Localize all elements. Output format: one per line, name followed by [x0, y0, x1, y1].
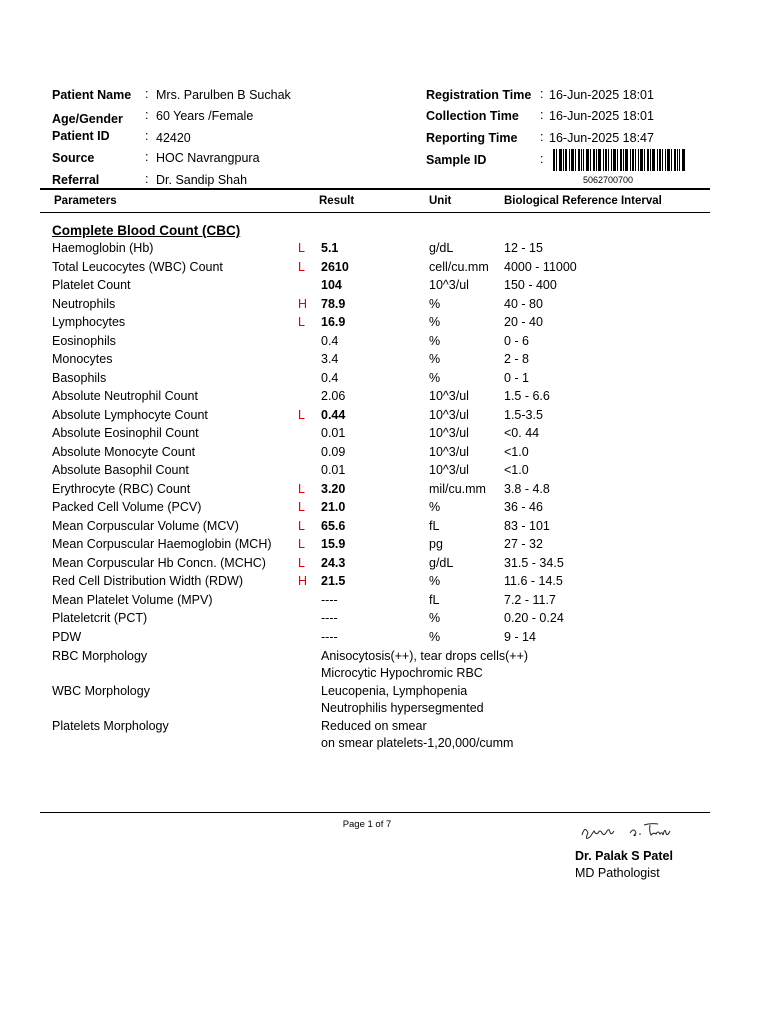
result-value: 104	[321, 278, 342, 292]
unit-value: %	[429, 296, 441, 311]
col-header-parameters: Parameters	[54, 195, 117, 207]
flag-indicator: H	[298, 574, 308, 588]
unit-value: 10^3/ul	[429, 407, 469, 422]
flag-indicator: L	[298, 481, 305, 496]
unit-value: 10^3/ul	[429, 278, 469, 292]
col-header-result: Result	[319, 195, 355, 207]
age-gender-value: 60 Years /Female	[156, 109, 254, 123]
result-value: 65.6	[321, 518, 346, 533]
reference-interval: 27 - 32	[504, 537, 543, 551]
table-row	[0, 463, 768, 481]
flag-indicator: L	[298, 518, 305, 533]
parameter-name: Mean Platelet Volume (MPV)	[52, 592, 213, 607]
reference-interval: <0. 44	[504, 426, 540, 440]
table-row	[0, 260, 768, 278]
morphology-finding: Microcytic Hypochromic RBC	[321, 666, 483, 680]
result-value: 0.44	[321, 407, 346, 422]
table-row	[0, 500, 768, 518]
age-gender-label: Age/Gender	[52, 112, 123, 126]
result-value: 21.0	[321, 500, 346, 514]
table-row	[0, 241, 768, 259]
parameter-name: Monocytes	[52, 352, 113, 366]
table-row	[0, 297, 768, 315]
parameter-name: Erythrocyte (RBC) Count	[52, 481, 191, 496]
parameter-name: Red Cell Distribution Width (RDW)	[52, 574, 244, 588]
result-value: 5.1	[321, 241, 339, 255]
table-row	[0, 278, 768, 296]
patient-name-label: Patient Name	[52, 88, 132, 102]
col-header-reference: Biological Reference Interval	[504, 195, 662, 207]
colon: :	[145, 129, 149, 143]
reference-interval: 40 - 80	[504, 296, 543, 311]
parameter-name: Mean Corpuscular Haemoglobin (MCH)	[52, 537, 272, 551]
result-value: 3.4	[321, 352, 339, 366]
morphology-finding: Neutrophilis hypersegmented	[321, 701, 484, 715]
result-value: 0.4	[321, 333, 339, 348]
result-value: 24.3	[321, 555, 346, 570]
parameter-name: Absolute Basophil Count	[52, 463, 189, 477]
colon: :	[540, 152, 544, 166]
section-title: Complete Blood Count (CBC)	[52, 223, 241, 238]
parameter-name: PDW	[52, 629, 82, 644]
unit-value: fL	[429, 592, 440, 607]
flag-indicator: L	[298, 500, 305, 514]
reference-interval: 83 - 101	[504, 518, 550, 533]
table-row	[0, 593, 768, 611]
result-value: 0.09	[321, 444, 346, 459]
patient-id-label: Patient ID	[52, 129, 110, 143]
table-row	[0, 611, 768, 629]
referral-value: Dr. Sandip Shah	[156, 173, 248, 187]
registration-time-label: Registration Time	[426, 88, 532, 102]
morphology-finding: Anisocytosis(++), tear drops cells(++)	[321, 649, 529, 663]
unit-value: %	[429, 629, 441, 644]
unit-value: 10^3/ul	[429, 463, 469, 477]
table-row	[0, 315, 768, 333]
flag-indicator: H	[298, 296, 308, 311]
sample-id-label: Sample ID	[426, 153, 487, 167]
result-value: 3.20	[321, 481, 346, 496]
reference-interval: 20 - 40	[504, 315, 543, 329]
referral-label: Referral	[52, 173, 100, 187]
table-row	[0, 519, 768, 537]
parameter-name: Platelet Count	[52, 278, 131, 292]
flag-indicator: L	[298, 555, 305, 570]
result-value: 21.5	[321, 574, 346, 588]
colon: :	[145, 172, 149, 186]
colon: :	[540, 108, 544, 122]
flag-indicator: L	[298, 241, 305, 255]
result-value: 78.9	[321, 296, 346, 311]
header-rule-top	[40, 188, 710, 190]
morphology-finding: on smear platelets-1,20,000/cumm	[321, 736, 514, 750]
sample-barcode	[553, 149, 685, 171]
unit-value: g/dL	[429, 555, 454, 570]
result-value: ----	[321, 611, 338, 625]
table-row	[0, 630, 768, 648]
flag-indicator: L	[298, 259, 305, 274]
reference-interval: 11.6 - 14.5	[504, 574, 563, 588]
reference-interval: 0 - 1	[504, 370, 530, 385]
collection-time-value: 16-Jun-2025 18:01	[549, 109, 654, 123]
unit-value: fL	[429, 518, 440, 533]
morphology-parameter: Platelets Morphology	[52, 719, 169, 733]
unit-value: 10^3/ul	[429, 389, 469, 403]
result-value: 0.4	[321, 370, 339, 385]
morphology-finding: Leucopenia, Lymphopenia	[321, 684, 468, 698]
parameter-name: Plateletcrit (PCT)	[52, 611, 148, 625]
unit-value: g/dL	[429, 241, 454, 255]
table-row	[0, 556, 768, 574]
morphology-parameter: RBC Morphology	[52, 649, 148, 663]
flag-indicator: L	[298, 537, 305, 551]
unit-value: %	[429, 333, 441, 348]
parameter-name: Lymphocytes	[52, 315, 126, 329]
morphology-finding: Reduced on smear	[321, 719, 427, 733]
unit-value: %	[429, 315, 441, 329]
patient-id-value: 42420	[156, 131, 191, 145]
reference-interval: 150 - 400	[504, 278, 557, 292]
result-value: ----	[321, 592, 338, 607]
reference-interval: <1.0	[504, 463, 529, 477]
parameter-name: Haemoglobin (Hb)	[52, 241, 154, 255]
flag-indicator: L	[298, 407, 305, 422]
reference-interval: 12 - 15	[504, 241, 543, 255]
flag-indicator: L	[298, 315, 305, 329]
parameter-name: Mean Corpuscular Hb Concn. (MCHC)	[52, 555, 266, 570]
reference-interval: 9 - 14	[504, 629, 536, 644]
table-row	[0, 426, 768, 444]
table-row	[0, 389, 768, 407]
reference-interval: 1.5-3.5	[504, 407, 543, 422]
table-row	[0, 408, 768, 426]
reference-interval: 3.8 - 4.8	[504, 481, 550, 496]
table-row	[0, 334, 768, 352]
parameter-name: Packed Cell Volume (PCV)	[52, 500, 202, 514]
table-row	[0, 371, 768, 389]
morphology-parameter: WBC Morphology	[52, 684, 150, 698]
unit-value: %	[429, 370, 441, 385]
parameter-name: Absolute Lymphocyte Count	[52, 407, 208, 422]
reference-interval: 0.20 - 0.24	[504, 611, 564, 625]
page-number: Page 1 of 7	[342, 819, 392, 830]
patient-name-value: Mrs. Parulben B Suchak	[156, 88, 291, 102]
source-label: Source	[52, 151, 95, 165]
result-value: 2.06	[321, 389, 346, 403]
parameter-name: Eosinophils	[52, 333, 116, 348]
reference-interval: 31.5 - 34.5	[504, 555, 564, 570]
col-header-unit: Unit	[429, 195, 452, 207]
unit-value: cell/cu.mm	[429, 259, 489, 274]
unit-value: %	[429, 574, 441, 588]
result-value: 0.01	[321, 426, 346, 440]
table-row	[0, 445, 768, 463]
reporting-time-label: Reporting Time	[426, 131, 518, 145]
colon: :	[540, 130, 544, 144]
source-value: HOC Navrangpura	[156, 151, 260, 165]
reference-interval: 4000 - 11000	[504, 259, 577, 274]
reference-interval: 36 - 46	[504, 500, 543, 514]
table-row	[0, 537, 768, 555]
unit-value: 10^3/ul	[429, 444, 469, 459]
collection-time-label: Collection Time	[426, 109, 519, 123]
result-value: 0.01	[321, 463, 346, 477]
parameter-name: Absolute Monocyte Count	[52, 444, 196, 459]
sample-id-number: 5062700700	[582, 175, 634, 185]
parameter-name: Mean Corpuscular Volume (MCV)	[52, 518, 239, 533]
table-row	[0, 574, 768, 592]
parameter-name: Neutrophils	[52, 296, 116, 311]
colon: :	[145, 150, 149, 164]
header-rule-bottom	[40, 212, 710, 213]
reference-interval: 1.5 - 6.6	[504, 389, 550, 403]
result-value: 2610	[321, 259, 349, 274]
signature	[578, 815, 690, 845]
colon: :	[145, 87, 149, 101]
unit-value: %	[429, 500, 441, 514]
unit-value: pg	[429, 537, 443, 551]
reference-interval: <1.0	[504, 444, 529, 459]
result-value: ----	[321, 629, 338, 644]
parameter-name: Absolute Eosinophil Count	[52, 426, 199, 440]
footer-rule	[40, 812, 710, 813]
registration-time-value: 16-Jun-2025 18:01	[549, 88, 654, 102]
table-row	[0, 352, 768, 370]
doctor-name: Dr. Palak S Patel	[575, 849, 673, 863]
colon: :	[145, 108, 149, 122]
colon: :	[540, 87, 544, 101]
reference-interval: 2 - 8	[504, 352, 530, 366]
doctor-title: MD Pathologist	[575, 866, 660, 880]
table-row	[0, 482, 768, 500]
unit-value: 10^3/ul	[429, 426, 469, 440]
parameter-name: Total Leucocytes (WBC) Count	[52, 259, 223, 274]
unit-value: mil/cu.mm	[429, 481, 486, 496]
reference-interval: 0 - 6	[504, 333, 530, 348]
reporting-time-value: 16-Jun-2025 18:47	[549, 131, 654, 145]
parameter-name: Basophils	[52, 370, 107, 385]
reference-interval: 7.2 - 11.7	[504, 592, 556, 607]
parameter-name: Absolute Neutrophil Count	[52, 389, 198, 403]
result-value: 15.9	[321, 537, 346, 551]
unit-value: %	[429, 611, 441, 625]
unit-value: %	[429, 352, 441, 366]
result-value: 16.9	[321, 315, 346, 329]
